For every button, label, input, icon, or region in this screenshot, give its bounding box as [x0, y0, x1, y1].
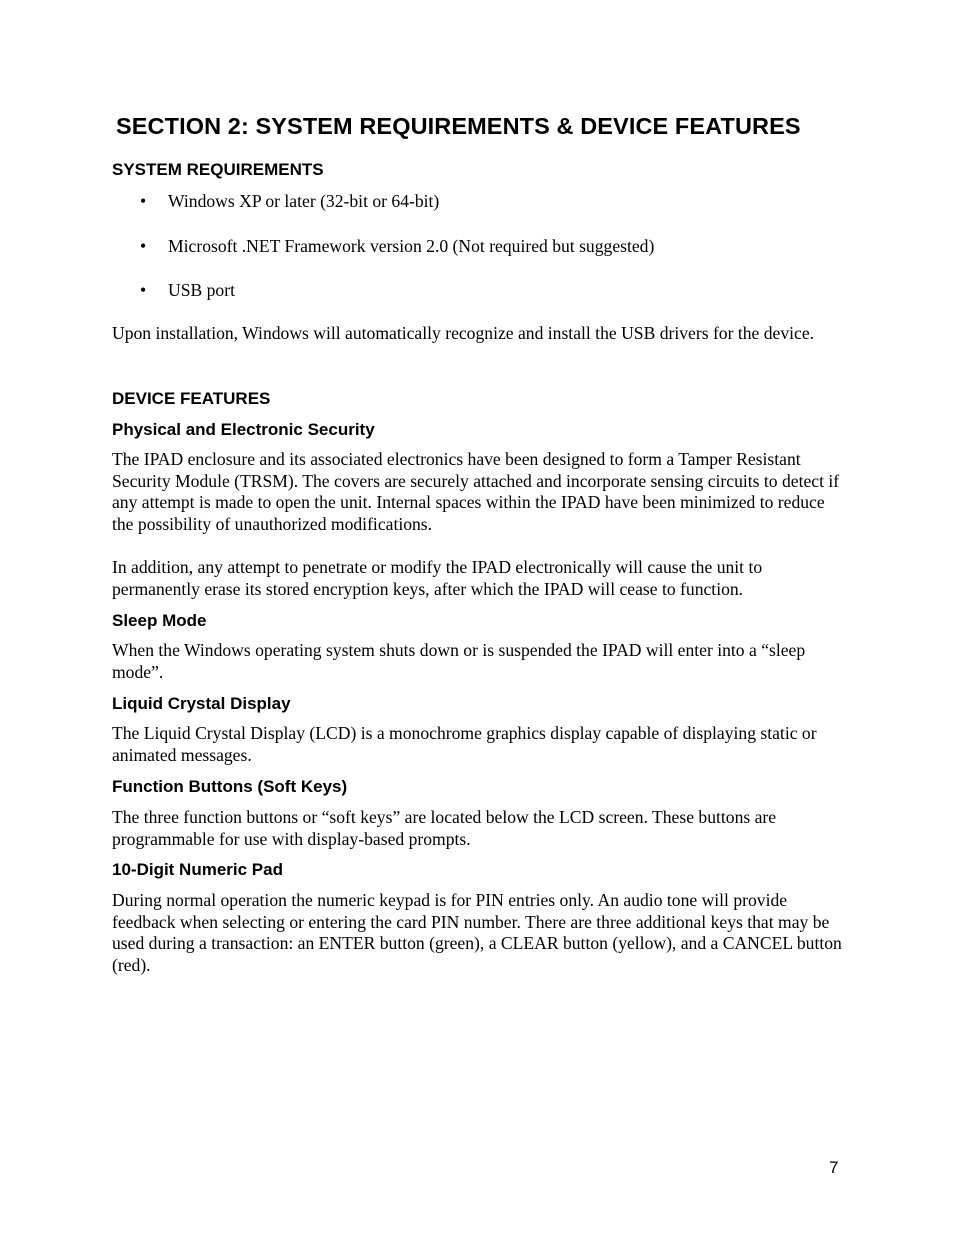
- function-buttons-paragraph: The three function buttons or “soft keys” are located below the LCD screen. These buttons are programmable for use with display-based prompts.: [112, 807, 777, 849]
- page-number: 7: [829, 1158, 839, 1177]
- system-requirements-heading: SYSTEM REQUIREMENTS: [112, 160, 324, 179]
- function-buttons-heading: Function Buttons (Soft Keys): [112, 777, 348, 796]
- numeric-pad-paragraph: During normal operation the numeric keypad is for PIN entries only. An audio tone will provide feedback when selecting or entering the card PIN number. There are three additional keys that may be used during a transaction: an ENTER button (green), a CLEAR button (yellow), and a CANCEL button (red).: [112, 890, 842, 975]
- section-title: SECTION 2: SYSTEM REQUIREMENTS & DEVICE FEATURES: [116, 113, 801, 139]
- requirement-item: [140, 191, 439, 213]
- bullet-icon: •: [140, 236, 147, 256]
- bullet-icon: •: [140, 191, 147, 211]
- lcd-heading: Liquid Crystal Display: [112, 694, 291, 713]
- device-features-heading: DEVICE FEATURES: [112, 389, 271, 408]
- physical-security-paragraph-2: In addition, any attempt to penetrate or modify the IPAD electronically will cause the unit to permanently erase its stored encryption keys, after which the IPAD will cease to function.: [112, 557, 763, 599]
- requirement-text: USB port: [168, 280, 235, 300]
- sleep-mode-paragraph: When the Windows operating system shuts down or is suspended the IPAD will enter into a “sleep mode”.: [112, 640, 806, 682]
- requirement-item: [140, 236, 654, 258]
- sleep-mode-heading: Sleep Mode: [112, 611, 207, 630]
- requirement-text: Windows XP or later (32-bit or 64-bit): [168, 191, 440, 211]
- physical-security-paragraph-1: The IPAD enclosure and its associated electronics have been designed to form a Tamper Resistant Security Module (TRSM). The covers are securely attached and incorporate sensing circuits to detect if any attempt is made to open the unit. Internal spaces within the IPAD have been minimized to reduce the possibility of unauthorized modifications.: [112, 449, 840, 534]
- installation-note: Upon installation, Windows will automatically recognize and install the USB drivers for the device.: [112, 323, 815, 343]
- requirement-item: [140, 280, 235, 302]
- lcd-paragraph: The Liquid Crystal Display (LCD) is a monochrome graphics display capable of displaying static or animated messages.: [112, 723, 817, 765]
- physical-security-heading: Physical and Electronic Security: [112, 420, 375, 439]
- numeric-pad-heading: 10-Digit Numeric Pad: [112, 860, 283, 879]
- bullet-icon: •: [140, 280, 147, 300]
- requirement-text: Microsoft .NET Framework version 2.0 (Not required but suggested): [168, 236, 655, 256]
